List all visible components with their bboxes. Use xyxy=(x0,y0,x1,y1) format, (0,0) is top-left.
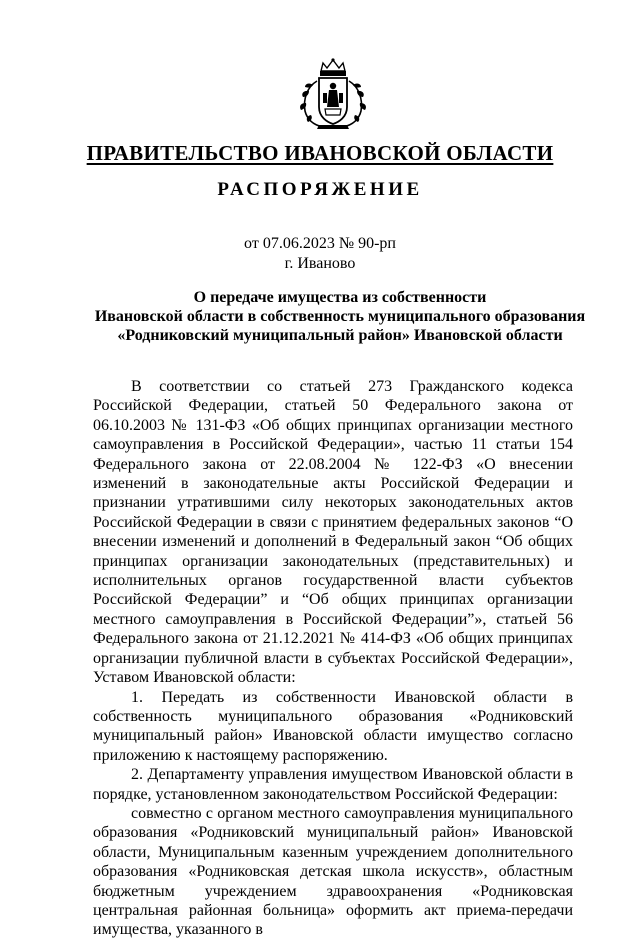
subject-line: О передаче имущества из собственности xyxy=(193,289,487,306)
date-number: от 07.06.2023 № 90-рп xyxy=(244,235,396,252)
body-paragraph: В соответствии со статьей 273 Гражданского кодекса Российской Федерации, статьей 50 Федерального закона от 06.10.2003 № 131-ФЗ «Об общих принципах организации местного самоуправления в Российской Федерации», частью 11 статьи 154 Федерального закона от 22.08.2004 № 122-ФЗ «О внесении изменений в законодательные акты Российской Федерации и признании утратившими силу некоторых законодательных актов Российской Федерации в связи с принятием федеральных законов “О внесении изменений и дополнений в Федеральный закон “Об общих принципах организации законодательных (представительных) и исполнительных органов государственной власти субъектов Российской Федерации” и “Об общих принципах организации местного самоуправления в Российской Федерации”», статьей 56 Федерального закона от 21.12.2021 № 414-ФЗ «Об общих принципах организации публичной власти в субъектах Российской Федерации», Уставом Ивановской области: xyxy=(93,378,573,687)
subject-line: Ивановской области в собственность муниципального образования xyxy=(94,308,586,325)
document-type: РАСПОРЯЖЕНИЕ xyxy=(217,179,423,200)
body-paragraph: 2. Департаменту управления имуществом Ивановской области в порядке, установленном законодательством Российской Федерации: xyxy=(93,766,573,803)
organization-title: ПРАВИТЕЛЬСТВО ИВАНОВСКОЙ ОБЛАСТИ xyxy=(86,141,554,165)
body-paragraph: 1. Передать из собственности Ивановской области в собственность муниципального образования «Родниковский муниципальный район» Ивановской области имущество согласно приложению к настоящему распоряжению. xyxy=(93,688,573,764)
document-subject xyxy=(60,288,620,345)
document-body xyxy=(93,377,573,940)
body-paragraph: совместно с органом местного самоуправления муниципального образования «Родниковский муниципальный район» Ивановской области, Муниципальным казенным учреждением дополнительного образования «Родниковская детская школа искусств», областным бюджетным учреждением здравоохранения «Родниковская центральная районная больница» оформить акт приема-передачи имущества, указанного в xyxy=(93,804,573,939)
city: г. Иваново xyxy=(284,255,356,272)
coat-of-arms-icon xyxy=(293,57,373,131)
subject-line: «Родниковский муниципальный район» Ивановской области xyxy=(117,327,563,344)
